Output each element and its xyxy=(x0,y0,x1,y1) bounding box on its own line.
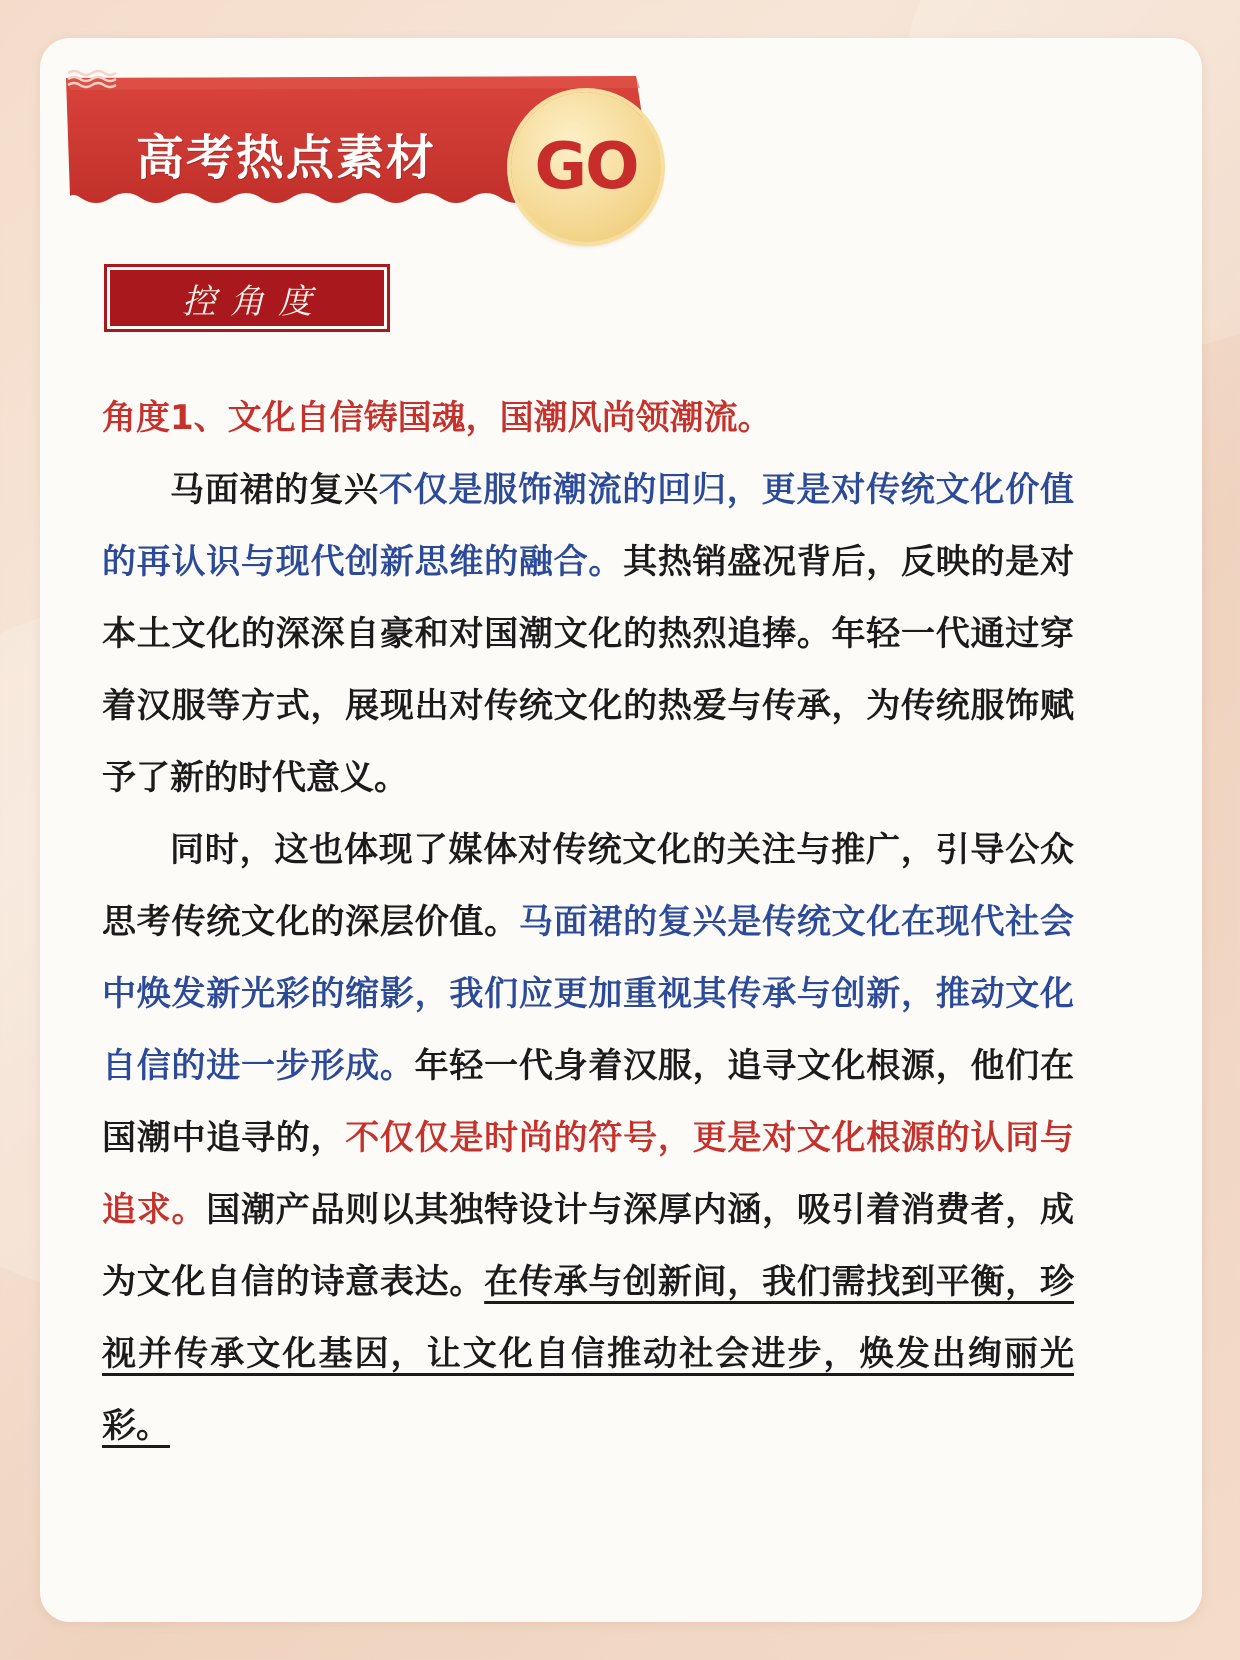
paragraph-2-text-b: 年轻一代身着汉服，追寻文化根源，他们在国潮中追寻的， xyxy=(102,1046,1075,1158)
paragraph-1-text-b: 其热销盛况背后，反映的是对本土文化的深深自豪和对国潮文化的热烈追捧。年轻一代通过穿着汉服等方式，展现出对传统文化的热爱与传承，为传统服饰赋予了新的时代意义。 xyxy=(102,542,1075,798)
paragraph-2-text-a: 同时，这也体现了媒体对传统文化的关注与推广，引导公众思考传统文化的深层价值。 xyxy=(102,830,1074,942)
banner-title: 高考热点素材 xyxy=(136,130,437,186)
paragraph-2 xyxy=(102,814,1074,1462)
go-badge xyxy=(511,92,661,242)
header-banner xyxy=(66,68,666,248)
paragraph-1 xyxy=(102,454,1074,814)
paragraph-2-underlined: 在传承与创新间，我们需找到平衡，珍视并传承文化基因，让文化自信推动社会进步，焕发出绚丽光彩。 xyxy=(102,1262,1075,1446)
angle-stamp-label xyxy=(104,264,390,332)
paragraph-2-text-c: 国潮产品则以其独特设计与深厚内涵，吸引着消费者，成为文化自信的诗意表达。 xyxy=(102,1190,1075,1302)
paragraph-2-highlight-blue: 马面裙的复兴是传统文化在现代社会中焕发新光彩的缩影，我们应更加重视其传承与创新，推动文化自信的进一步形成。 xyxy=(102,902,1075,1086)
stamp-text: 控角度 xyxy=(182,281,326,322)
wave-icon xyxy=(66,68,118,90)
angle-heading: 角度1、文化自信铸国魂，国潮风尚领潮流。 xyxy=(102,398,772,438)
content-card xyxy=(40,38,1202,1622)
go-badge-text: GO xyxy=(534,130,638,204)
article-body xyxy=(102,382,1074,1462)
paragraph-1-text-a: 马面裙的复兴 xyxy=(170,470,379,510)
paragraph-1-highlight-blue: 不仅是服饰潮流的回归，更是对传统文化价值的再认识与现代创新思维的融合。 xyxy=(102,470,1075,582)
paragraph-2-highlight-red: 不仅仅是时尚的符号，更是对文化根源的认同与追求。 xyxy=(102,1118,1075,1230)
